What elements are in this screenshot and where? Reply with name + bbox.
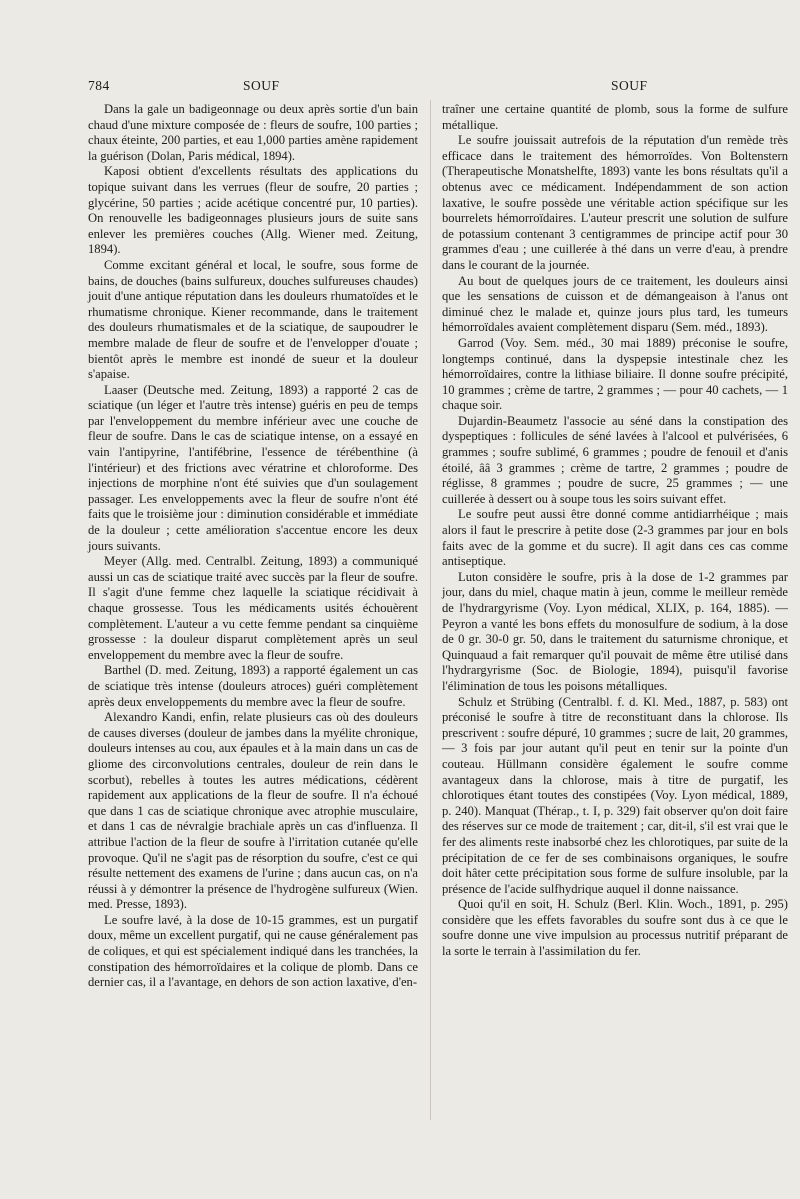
paragraph: Garrod (Voy. Sem. méd., 30 mai 1889) préconise le soufre, longtemps continué, dans la dyspepsie intestinale chez les hémorroïdaires, contre la lithiase biliaire. Il donne soufre précipité, 10 grammes ; crème de tartre, 2 grammes ; — pour 40 cachets, — 1 chaque soir.	[442, 335, 788, 413]
paragraph: Quoi qu'il en soit, H. Schulz (Berl. Klin. Woch., 1891, p. 295) considère que les effets favorables du soufre sont dus à ce que le soufre donne une vive impulsion au processus nutritif préparant de la sorte le terrain à l'assimilation du fer.	[442, 897, 788, 959]
paragraph: Schulz et Strübing (Centralbl. f. d. Kl. Med., 1887, p. 583) ont préconisé le soufre à titre de reconstituant dans la chlorose. Ils prescrivent : soufre dépuré, 10 grammes ; sucre de lait, 20 grammes, — 3 fois par jour autant qu'il peut en tenir sur la pointe d'un couteau. Hüllmann considère également le soufre comme avantageux dans la chlorose, mais à titre de purgatif, les chlorotiques étant toutes des constipées (Voy. Lyon médical, 1889, p. 240). Manquat (Thérap., t. I, p. 329) fait observer qu'on doit faire des réserves sur ce mode de traitement ; car, dit-il, s'il est vrai que le fer des aliments reste inabsorbé chez les chlorotiques, par suite de la précipitation de ce fer de ses combinaisons organiques, le soufre doit hâter cette précipitation sous forme de sulfure insoluble, par la présence de l'acide sulfhydrique auquel il donne naissance.	[442, 694, 788, 896]
paragraph: Le soufre peut aussi être donné comme antidiarrhéique ; mais alors il faut le prescrire à petite dose (2-3 grammes par jour en bols faits avec de la gomme et du sucre). Il agit dans ces cas comme antiseptique.	[442, 507, 788, 569]
paragraph: Comme excitant général et local, le soufre, sous forme de bains, de douches (bains sulfureux, douches sulfureuses chaudes) jouit d'une antique réputation dans les douleurs rhumatoïdes et le rhumatisme chronique. Kiener recommande, dans le traitement des douleurs rhumatismales et de la sciatique, de saupoudrer le membre malade de fleur de soufre et de l'envelopper d'ouate ; bientôt après le membre est inondé de sueur et la douleur s'apaise.	[88, 257, 418, 382]
paragraph: Le soufre jouissait autrefois de la réputation d'un remède très efficace dans le traitement des hémorroïdes. Von Boltenstern (Therapeutische Monatshelfte, 1893) vante les bons résultats qu'il a obtenus avec ce médicament. Indépendamment de son action laxative, le soufre possède une véritable action spécifique sur les bourrelets hémorroïdaires. L'auteur prescrit une solution de sulfure de potassium contenant 3 centigrammes de principe actif pour 30 grammes d'eau ; une cuillerée à thé dans un verre d'eau, à prendre dans le courant de la journée.	[442, 133, 788, 272]
running-title-left: SOUF	[243, 78, 280, 93]
paragraph: Dans la gale un badigeonnage ou deux après sortie d'un bain chaud d'une mixture composée de : fleurs de soufre, 100 parties ; chaux éteinte, 200 parties, et eau 1,000 parties amène rapidement la guérison (Dolan, Paris médical, 1894).	[88, 102, 418, 163]
column-divider	[430, 100, 431, 1120]
page-number: 784	[88, 78, 110, 93]
paragraph: Barthel (D. med. Zeitung, 1893) a rapporté également un cas de sciatique très intense (douleurs atroces) guéri complètement après deux enveloppements du membre avec la fleur de soufre.	[88, 663, 418, 709]
paragraph: Laaser (Deutsche med. Zeitung, 1893) a rapporté 2 cas de sciatique (un léger et l'autre très intense) guéris en peu de temps par l'enveloppement du membre inférieur avec une couche de fleur de soufre. Dans le cas de sciatique intense, on a essayé en vain l'antipyrine, l'antifébrine, l'essence de térébenthine (à l'intérieur) et des frictions avec vératrine et chloroforme. Des injections de morphine n'ont été suivies que d'un soulagement passager. Les enveloppements avec la fleur de soufre n'ont été faits que le troisième jour : diminution considérable et immédiate de la douleur ; cette amélioration s'accentue encore les deux jours suivants.	[88, 382, 418, 553]
paragraph: Dujardin-Beaumetz l'associe au séné dans la constipation des dyspeptiques : follicules de séné lavées à l'alcool et pulvérisées, 6 grammes ; soufre sublimé, 6 grammes ; poudre de fenouil et d'anis étoilé, ââ 3 grammes ; crème de tartre, 2 grammes ; poudre de réglisse, 8 grammes ; poudre de sucre, 25 grammes ; — une cuillerée à dessert ou à soupe tous les soirs suivant effet.	[442, 413, 788, 506]
left-column	[88, 102, 418, 991]
running-title-right: SOUF	[611, 78, 648, 93]
paragraph: Luton considère le soufre, pris à la dose de 1-2 grammes par jour, dans du miel, chaque matin à jeun, comme le meilleur remède de l'hydrargyrisme (Voy. Lyon médical, XLIX, p. 164, 1885). — Peyron a vanté les bons effets du monosulfure de sodium, à la dose de 0 gr. 30-0 gr. 50, dans le traitement du saturnisme chronique, et Quinquaud a fait remarquer qu'il pouvait de même être utilisé dans l'hydrargyrisme (Soc. de Biologie, 1894), puisqu'il favorise l'élimination de tous les poisons métalliques.	[442, 569, 788, 693]
paragraph: Kaposi obtient d'excellents résultats des applications du topique suivant dans les verrues (fleur de soufre, 20 parties ; glycérine, 50 parties ; acide acétique concentré pur, 10 parties). On renouvelle les badigeonnages plusieurs jours de suite sans enlever les premières couches (Allg. Wiener med. Zeitung, 1894).	[88, 164, 418, 257]
right-column	[442, 102, 788, 960]
paragraph: Alexandro Kandi, enfin, relate plusieurs cas où des douleurs de causes diverses (douleur de jambes dans la myélite chronique, douleurs intenses au cou, aux épaules et à la main dans un cas de gliome des circonvolutions centrales, douleur de rein dans le scorbut), rebelles à toutes les autres médications, cédèrent rapidement aux applications de la fleur de soufre. Il n'a échoué que dans 1 cas de sciatique chronique avec atrophie musculaire, et dans 1 cas de névralgie brachiale après un cas d'influenza. Il attribue l'action de la fleur de soufre à l'irritation cutanée qu'elle provoque. Qu'il ne s'agit pas de résorption du soufre, c'est ce qui résulte nettement des examens de l'urine ; dans aucun cas, on n'a réussi à y démontrer la présence de l'hydrogène sulfureux (Wien. med. Presse, 1893).	[88, 710, 418, 912]
paragraph: traîner une certaine quantité de plomb, sous la forme de sulfure métallique.	[442, 102, 788, 132]
paragraph: Le soufre lavé, à la dose de 10-15 grammes, est un purgatif doux, même un excellent purgatif, qui ne cause généralement pas de coliques, et qui est spécialement indiqué dans les tranchées, la constipation des hémorroïdaires et la colique de plomb. Dans ce dernier cas, il a l'avantage, en dehors de son action laxative, d'en-	[88, 912, 418, 990]
paragraph: Au bout de quelques jours de ce traitement, les douleurs ainsi que les sensations de cuisson et de démangeaison à l'anus ont diminué chez le malade et, quinze jours plus tard, les tumeurs hémorroïdales avaient complètement disparu (Sem. méd., 1893).	[442, 273, 788, 335]
paragraph: Meyer (Allg. med. Centralbl. Zeitung, 1893) a communiqué aussi un cas de sciatique traité avec succès par la fleur de soufre. Il s'agit d'une femme chez laquelle la sciatique récidivait à chaque grossesse. Tous les médicaments usités échouèrent complètement. L'auteur a vu cette femme pendant sa cinquième grossesse : la douleur disparut complètement après un seul enveloppement du membre avec la fleur de soufre.	[88, 554, 418, 662]
